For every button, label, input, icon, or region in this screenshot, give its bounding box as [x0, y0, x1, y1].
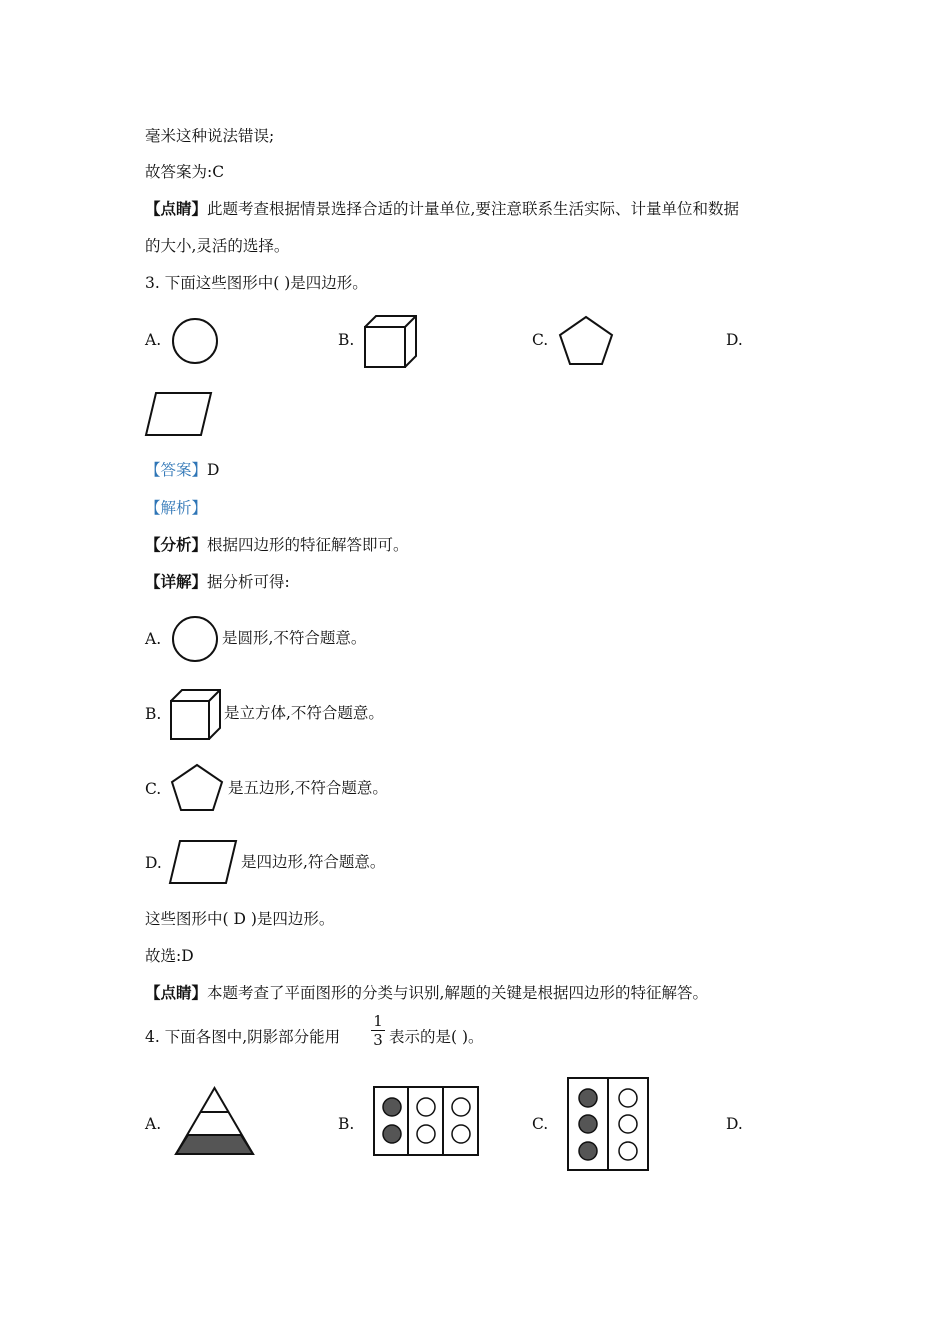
remark-text: 此题考查根据情景选择合适的计量单位,要注意联系生活实际、计量单位和数据	[207, 200, 739, 218]
fraction-numerator: 1	[373, 1012, 383, 1030]
text-line: 故答案为:C	[145, 163, 225, 181]
question-4-stem-pre: 4. 下面各图中,阴影部分能用	[145, 1028, 341, 1046]
detail-c-text: 是五边形,不符合题意。	[228, 779, 388, 797]
question-3-stem: 3. 下面这些图形中( )是四边形。	[145, 274, 368, 292]
option-d-label: D.	[726, 331, 743, 349]
answer-tag: 【答案】	[145, 461, 208, 479]
option-b-label: B.	[338, 1115, 355, 1133]
fenxi-text: 根据四边形的特征解答即可。	[207, 536, 409, 554]
pentagon-figure	[557, 315, 615, 367]
xiangjie-text: 据分析可得:	[207, 573, 290, 591]
option-a-label: A.	[145, 331, 162, 349]
triangle-figure	[172, 1084, 258, 1160]
parallelogram-figure	[167, 838, 241, 886]
detail-b-text: 是立方体,不符合题意。	[224, 704, 384, 722]
question-4-stem-post: 表示的是( )。	[389, 1028, 484, 1046]
pentagon-figure	[169, 763, 225, 813]
remark-line	[145, 982, 708, 1004]
xiangjie-tag: 【详解】	[145, 572, 208, 591]
analysis-line	[145, 534, 409, 556]
option-b-label: B.	[338, 331, 355, 349]
choose-line: 故选:D	[145, 947, 194, 965]
fraction-one-third	[371, 1013, 385, 1048]
detail-d-text: 是四边形,符合题意。	[241, 853, 386, 871]
conclusion-line: 这些图形中( D )是四边形。	[145, 910, 335, 928]
grid-circles-3x2-figure	[566, 1076, 652, 1174]
circle-figure	[170, 614, 220, 664]
cube-figure	[362, 313, 420, 371]
option-c-label: C.	[532, 331, 549, 349]
text-line: 毫米这种说法错误;	[145, 127, 275, 145]
detail-b-label: B.	[145, 705, 162, 723]
detail-a-text: 是圆形,不符合题意。	[222, 629, 367, 647]
fraction-denominator: 3	[373, 1031, 383, 1049]
remark-text: 本题考查了平面图形的分类与识别,解题的关键是根据四边形的特征解答。	[207, 984, 708, 1002]
option-c-label: C.	[532, 1115, 549, 1133]
grid-circles-2x3-figure	[372, 1085, 482, 1159]
detail-a-label: A.	[145, 630, 162, 648]
detail-d-label: D.	[145, 854, 162, 872]
parallelogram-figure	[143, 391, 215, 439]
analysis-tag: 【解析】	[145, 499, 208, 517]
text-line: 的大小,灵活的选择。	[145, 237, 290, 255]
circle-figure	[170, 316, 220, 366]
cube-figure	[168, 687, 224, 743]
fenxi-tag: 【分析】	[145, 535, 208, 554]
detail-c-label: C.	[145, 780, 162, 798]
remark-line	[145, 198, 739, 220]
option-d-label: D.	[726, 1115, 743, 1133]
option-a-label: A.	[145, 1115, 162, 1133]
answer-line	[145, 459, 219, 481]
remark-tag: 【点睛】	[145, 983, 208, 1002]
remark-tag: 【点睛】	[145, 199, 208, 218]
answer-value: D	[207, 461, 220, 479]
detail-intro-line	[145, 571, 290, 593]
